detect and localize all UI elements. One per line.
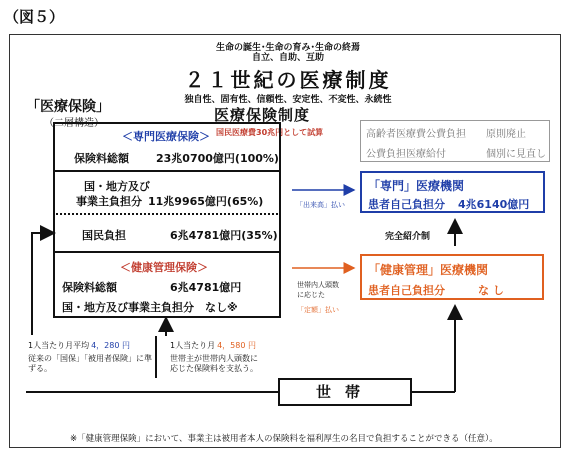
household-box: 世帯	[278, 378, 412, 406]
medical-insurance-label: 「医療保険」	[26, 99, 110, 115]
health-institution-title: 「健康管理」医療機関	[368, 263, 489, 277]
elderly-abolish: 原則廃止	[486, 129, 526, 140]
health-public-label: 国・地方及び事業主負担分	[62, 301, 194, 314]
insurance-system-title: 医療保険制度	[214, 106, 311, 124]
special-public-value: 11兆9965億円(65%)	[148, 195, 264, 208]
health-copay-label: 患者自己負担分	[368, 284, 445, 297]
special-premium-label: 保険料総額	[74, 152, 129, 165]
special-public-label-2: 事業主負担分	[76, 195, 142, 208]
special-premium-value: 23兆0700億円(100%)	[156, 152, 279, 165]
special-public-label-1: 国・地方及び	[84, 180, 150, 193]
health-insurance-heading: ＜健康管理保険＞	[120, 261, 208, 274]
note-left-prefix: 1人当たり月平均	[28, 341, 90, 350]
note-right-line3: 応じた保険料を支払う。	[170, 364, 258, 373]
note-left-line3: ずる。	[28, 364, 52, 373]
full-referral-label: 完全紹介制	[385, 232, 431, 242]
specialist-institution-title: 「専門」医療機関	[368, 179, 465, 193]
per-capita-label-2: に応じた	[297, 291, 325, 299]
header-life-line: 生命の誕生･生命の育み･生命の終焉	[215, 43, 360, 53]
public-benefits-review: 個別に見直し	[486, 149, 546, 160]
main-title: ２１世紀の医療制度	[184, 68, 392, 92]
arrow-left-loop	[32, 233, 54, 335]
health-public-value: なし※	[205, 301, 238, 314]
citizen-burden-label: 国民負担	[82, 229, 126, 242]
health-premium-label: 保険料総額	[62, 281, 117, 294]
note-left-value: 4，280 円	[91, 341, 130, 350]
special-insurance-heading: ＜専門医療保険＞	[122, 130, 210, 143]
footer-note: ※「健康管理保険」において、事業主は被用者本人の保険料を福利厚生の名目で負担することができる（任意）。	[70, 434, 498, 444]
specialist-copay-value: 4兆6140億円	[458, 198, 530, 211]
fee-for-service-label: 「出来高」払い	[296, 201, 345, 209]
figure-label: （図５）	[4, 8, 65, 26]
specialist-copay-label: 患者自己負担分	[368, 198, 445, 211]
public-benefits: 公費負担医療給付	[366, 149, 446, 160]
note-right-value: 4，580 円	[217, 341, 256, 350]
health-premium-value: 6兆4781億円	[170, 281, 242, 294]
note-right-line2: 世帯主が世帯内人頭数に	[170, 354, 258, 363]
estimate-note: 国民医療費30兆円として試算	[216, 128, 324, 137]
note-right-prefix: 1人当たり月	[170, 341, 216, 350]
per-capita-label-1: 世帯内人頭数	[297, 281, 339, 289]
citizen-burden-value: 6兆4781億円(35%)	[170, 229, 278, 242]
header-self-help-line: 自立、自助、互助	[251, 53, 324, 63]
principles-line: 独自性、固有性、信頼性、安定性、不変性、永続性	[184, 95, 392, 105]
note-left-line2: 従来の「国保」「被用者保険」に準	[28, 354, 152, 363]
elderly-public-expense: 高齢者医療費公費負担	[366, 129, 466, 140]
health-copay-value: な し	[478, 284, 504, 297]
flat-rate-label: 「定額」払い	[297, 306, 339, 314]
two-tier-label: （二層構造）	[44, 118, 104, 129]
